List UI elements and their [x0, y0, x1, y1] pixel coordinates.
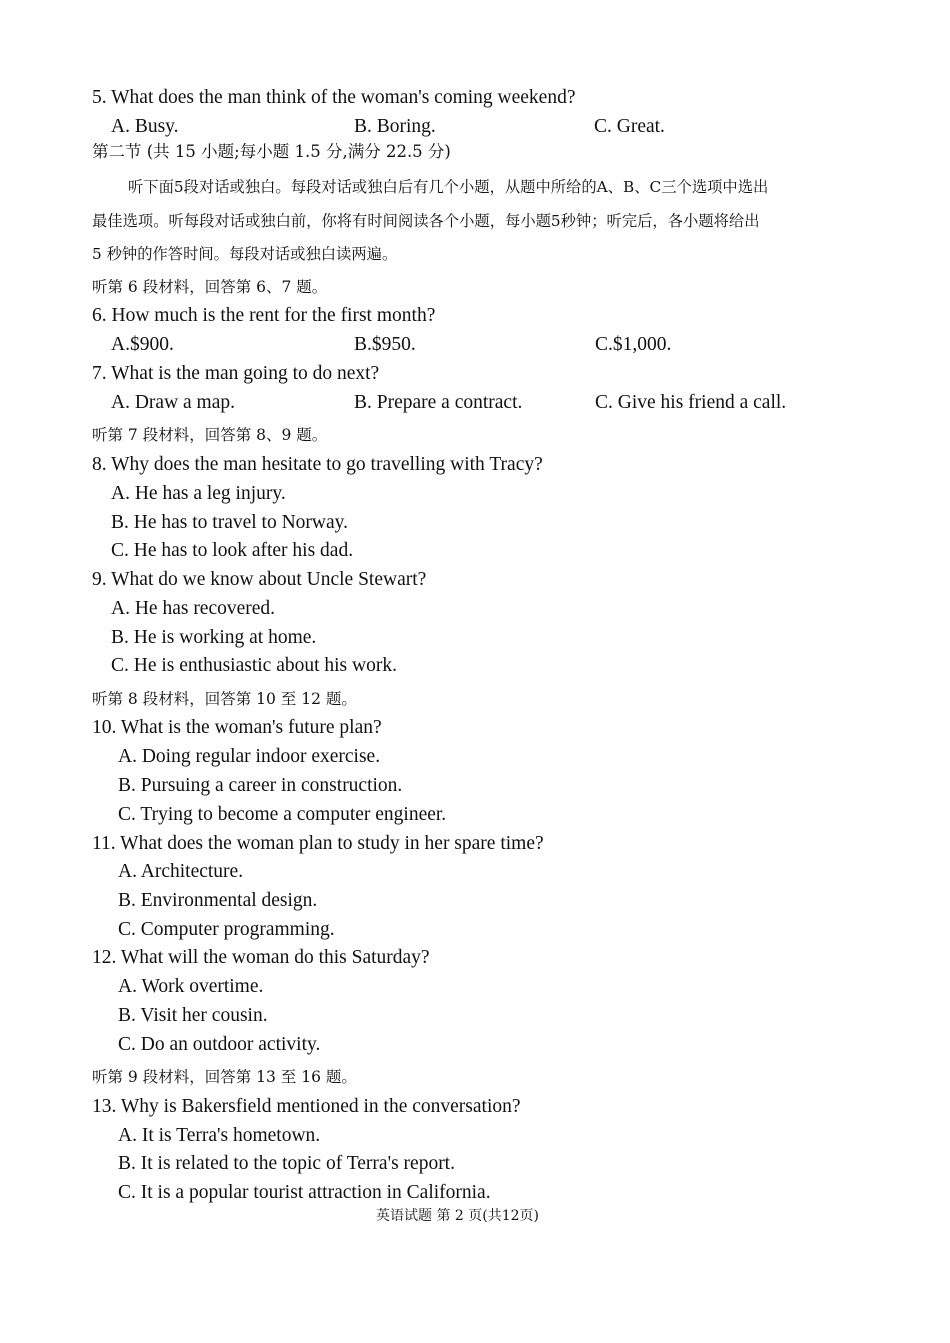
q5-option-b: B. Boring. — [354, 116, 436, 137]
q11-option-b: B. Environmental design. — [118, 890, 318, 911]
q11-option-a: A. Architecture. — [118, 861, 244, 882]
question-10: 10. What is the woman's future plan? — [92, 717, 382, 738]
q9-option-c: C. He is enthusiastic about his work. — [111, 655, 397, 676]
section2-instruction-line2: 最佳选项。听每段对话或独白前，你将有时间阅读各个小题，每小题5秒钟；听完后，各小题将给出 — [92, 212, 760, 230]
q12-option-b: B. Visit her cousin. — [118, 1005, 268, 1026]
q5-option-c: C. Great. — [594, 116, 665, 137]
q5-option-a: A. Busy. — [111, 116, 179, 137]
part8-intro: 听第 8 段材料，回答第 10 至 12 题。 — [92, 690, 357, 708]
q10-option-c: C. Trying to become a computer engineer. — [118, 804, 447, 825]
part9-intro: 听第 9 段材料，回答第 13 至 16 题。 — [92, 1068, 357, 1086]
section2-instruction-line3: 5 秒钟的作答时间。每段对话或独白读两遍。 — [92, 245, 398, 263]
section2-heading: 第二节 (共 15 小题;每小题 1.5 分,满分 22.5 分) — [92, 142, 451, 161]
q9-option-b: B. He is working at home. — [111, 627, 317, 648]
question-8: 8. Why does the man hesitate to go travelling with Tracy? — [92, 454, 543, 475]
question-12: 12. What will the woman do this Saturday? — [92, 947, 430, 968]
page-footer: 英语试题 第 2 页(共12页) — [376, 1208, 539, 1224]
q6-option-c: C.$1,000. — [595, 334, 672, 355]
q8-option-c: C. He has to look after his dad. — [111, 540, 354, 561]
q11-option-c: C. Computer programming. — [118, 919, 335, 940]
q13-option-c: C. It is a popular tourist attraction in California. — [118, 1182, 491, 1203]
part7-intro: 听第 7 段材料，回答第 8、9 题。 — [92, 426, 328, 444]
question-13: 13. Why is Bakersfield mentioned in the conversation? — [92, 1096, 521, 1117]
q12-option-c: C. Do an outdoor activity. — [118, 1034, 321, 1055]
section2-instruction-line1: 听下面5段对话或独白。每段对话或独白后有几个小题，从题中所给的A、B、C三个选项中选出 — [128, 178, 769, 196]
question-5: 5. What does the man think of the woman's coming weekend? — [92, 87, 576, 108]
q7-option-b: B. Prepare a contract. — [354, 392, 523, 413]
q12-option-a: A. Work overtime. — [118, 976, 264, 997]
question-6: 6. How much is the rent for the first month? — [92, 305, 436, 326]
q8-option-a: A. He has a leg injury. — [111, 483, 286, 504]
question-11: 11. What does the woman plan to study in her spare time? — [92, 833, 544, 854]
question-7: 7. What is the man going to do next? — [92, 363, 380, 384]
q7-option-c: C. Give his friend a call. — [595, 392, 787, 413]
q9-option-a: A. He has recovered. — [111, 598, 276, 619]
q13-option-a: A. It is Terra's hometown. — [118, 1125, 321, 1146]
part6-intro: 听第 6 段材料，回答第 6、7 题。 — [92, 278, 328, 296]
q13-option-b: B. It is related to the topic of Terra's report. — [118, 1153, 455, 1174]
q10-option-b: B. Pursuing a career in construction. — [118, 775, 403, 796]
q7-option-a: A. Draw a map. — [111, 392, 235, 413]
q6-option-b: B.$950. — [354, 334, 416, 355]
q8-option-b: B. He has to travel to Norway. — [111, 512, 349, 533]
q10-option-a: A. Doing regular indoor exercise. — [118, 746, 381, 767]
q6-option-a: A.$900. — [111, 334, 174, 355]
question-9: 9. What do we know about Uncle Stewart? — [92, 569, 427, 590]
